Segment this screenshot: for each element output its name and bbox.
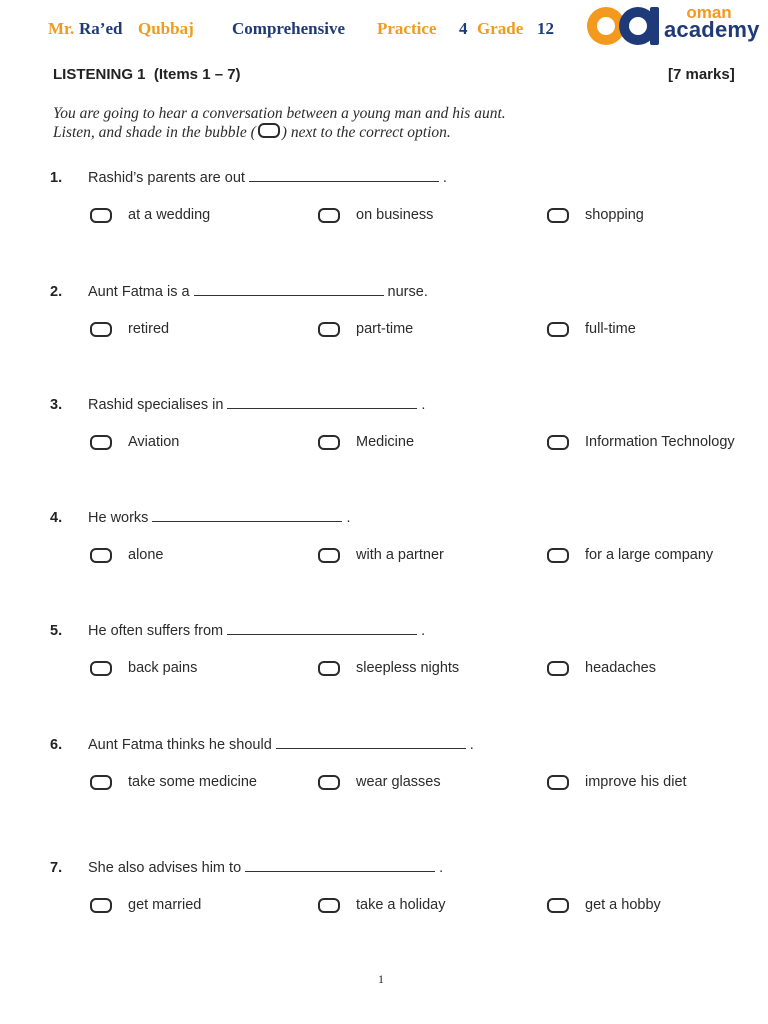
answer-bubble-icon[interactable] (547, 208, 569, 223)
question-stem (88, 397, 425, 413)
instructions (53, 104, 673, 142)
answer-bubble-icon[interactable] (547, 775, 569, 790)
option-label: wear glasses (356, 774, 441, 790)
option-label: take a holiday (356, 897, 446, 913)
option-a[interactable] (90, 320, 300, 360)
answer-blank-line (276, 737, 466, 749)
question-stem-text: She also advises him to (88, 860, 242, 876)
question-stem-end: . (421, 623, 426, 639)
answer-bubble-icon[interactable] (318, 208, 340, 223)
teacher-surname: Qubbaj (138, 19, 194, 38)
answer-bubble-icon[interactable] (547, 435, 569, 450)
answer-bubble-icon[interactable] (90, 775, 112, 790)
title-comprehensive: Comprehensive (232, 19, 346, 38)
question-4 (50, 510, 750, 610)
logo-mark-icon (584, 4, 664, 48)
answer-bubble-icon[interactable] (90, 208, 112, 223)
option-b[interactable] (318, 896, 528, 936)
answer-bubble-icon[interactable] (318, 435, 340, 450)
answer-bubble-icon[interactable] (90, 661, 112, 676)
option-label: at a wedding (128, 207, 211, 223)
option-label: with a partner (356, 547, 444, 563)
question-stem (88, 284, 428, 300)
answer-blank-line (227, 623, 417, 635)
answer-bubble-icon[interactable] (90, 435, 112, 450)
answer-bubble-icon[interactable] (547, 898, 569, 913)
option-label: on business (356, 207, 434, 223)
teacher-name: Ra’ed (79, 19, 123, 38)
answer-blank-line (249, 170, 439, 182)
question-stem-end: . (346, 510, 351, 526)
logo-wordmark (664, 3, 760, 42)
option-b[interactable] (318, 546, 528, 586)
option-c[interactable] (547, 320, 747, 360)
question-stem-text: Rashid specialises in (88, 397, 224, 413)
answer-bubble-icon[interactable] (318, 898, 340, 913)
answer-blank-line (227, 397, 417, 409)
question-number: 1. (50, 170, 63, 186)
question-stem-text: He works (88, 510, 149, 526)
bubble-example-icon (258, 123, 280, 138)
instruction-line-2 (53, 123, 673, 142)
option-c[interactable] (547, 773, 747, 813)
option-label: alone (128, 547, 164, 563)
option-label: Medicine (356, 434, 415, 450)
question-stem (88, 623, 425, 639)
question-stem-end: . (469, 737, 474, 753)
question-number: 2. (50, 284, 63, 300)
question-stem-end: . (421, 397, 426, 413)
answer-bubble-icon[interactable] (547, 661, 569, 676)
option-a[interactable] (90, 659, 300, 699)
option-label: get married (128, 897, 202, 913)
answer-bubble-icon[interactable] (318, 322, 340, 337)
answer-bubble-icon[interactable] (318, 548, 340, 563)
answer-bubble-icon[interactable] (90, 898, 112, 913)
question-2 (50, 284, 750, 384)
question-number: 7. (50, 860, 63, 876)
option-b[interactable] (318, 433, 528, 473)
option-b[interactable] (318, 206, 528, 246)
instruction-line-1: You are going to hear a conversation between a young man and his aunt. (53, 105, 506, 122)
answer-bubble-icon[interactable] (318, 661, 340, 676)
answer-blank-line (245, 860, 435, 872)
option-b[interactable] (318, 773, 528, 813)
option-c[interactable] (547, 546, 747, 586)
question-stem-end: . (439, 860, 444, 876)
question-stem (88, 860, 443, 876)
option-label: shopping (585, 207, 644, 223)
question-number: 4. (50, 510, 63, 526)
option-a[interactable] (90, 546, 300, 586)
question-stem-text: He often suffers from (88, 623, 224, 639)
answer-bubble-icon[interactable] (90, 322, 112, 337)
question-stem-text: Rashid’s parents are out (88, 170, 245, 186)
teacher-prefix: Mr. (48, 19, 75, 38)
instruction-line-2-end: ) next to the correct option. (281, 124, 451, 141)
option-a[interactable] (90, 433, 300, 473)
question-7 (50, 860, 750, 960)
question-number: 6. (50, 737, 63, 753)
option-c[interactable] (547, 433, 747, 473)
question-stem (88, 737, 474, 753)
answer-blank-line (152, 510, 342, 522)
grade-label: Grade (477, 19, 524, 38)
logo-word-oman: oman (686, 3, 732, 22)
instruction-line-2-start: Listen, and shade in the bubble ( (53, 124, 256, 141)
option-label: Aviation (128, 434, 180, 450)
question-5 (50, 623, 750, 723)
option-label: sleepless nights (356, 660, 460, 676)
practice-number: 4 (459, 19, 468, 38)
answer-bubble-icon[interactable] (90, 548, 112, 563)
grade-number: 12 (537, 19, 554, 38)
option-label: for a large company (585, 547, 714, 563)
option-a[interactable] (90, 896, 300, 936)
logo-word-academy: academy (664, 17, 760, 42)
oman-academy-logo (584, 4, 768, 50)
option-label: improve his diet (585, 774, 687, 790)
option-c[interactable] (547, 896, 747, 936)
question-number: 5. (50, 623, 63, 639)
question-number: 3. (50, 397, 63, 413)
option-label: back pains (128, 660, 198, 676)
option-label: headaches (585, 660, 656, 676)
question-stem-text: Aunt Fatma thinks he should (88, 737, 272, 753)
answer-bubble-icon[interactable] (318, 775, 340, 790)
option-label: part-time (356, 321, 414, 337)
section-marks: [7 marks] (668, 66, 735, 83)
answer-blank-line (194, 284, 384, 296)
option-a[interactable] (90, 773, 300, 813)
option-label: get a hobby (585, 897, 661, 913)
section-title: LISTENING 1 (Items 1 – 7) (53, 66, 241, 83)
option-c[interactable] (547, 659, 747, 699)
option-label: retired (128, 321, 170, 337)
question-6 (50, 737, 750, 837)
option-c[interactable] (547, 206, 747, 246)
question-stem-text: Aunt Fatma is a (88, 284, 190, 300)
question-stem-end: . (442, 170, 447, 186)
option-label: full-time (585, 321, 636, 337)
page-number: 1 (378, 972, 384, 986)
question-stem (88, 510, 350, 526)
answer-bubble-icon[interactable] (547, 548, 569, 563)
question-stem (88, 170, 447, 186)
option-b[interactable] (318, 659, 528, 699)
answer-bubble-icon[interactable] (547, 322, 569, 337)
question-3 (50, 397, 750, 497)
question-1 (50, 170, 750, 270)
option-a[interactable] (90, 206, 300, 246)
question-stem-end: nurse. (387, 284, 428, 300)
option-label: take some medicine (128, 774, 257, 790)
title-practice: Practice (377, 19, 437, 38)
option-b[interactable] (318, 320, 528, 360)
page-header (0, 0, 768, 56)
option-label: Information Technology (585, 434, 735, 450)
